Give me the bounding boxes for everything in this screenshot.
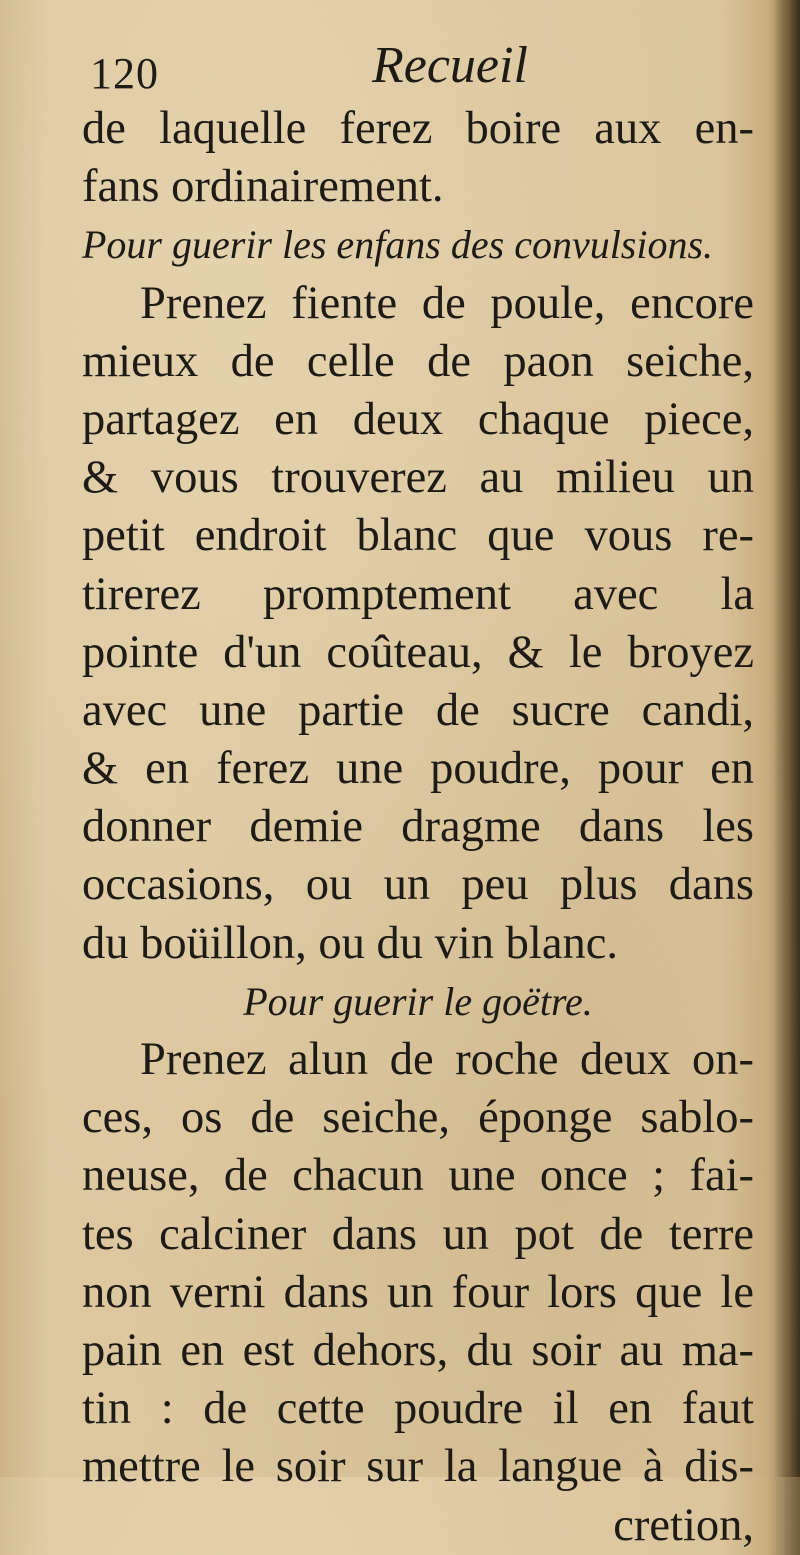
- page-edge-shadow: [774, 0, 800, 1477]
- text-line: Prenez fiente de poule, encore: [140, 277, 754, 329]
- page-header: [82, 36, 682, 106]
- text-line: non verni dans un four lors que le: [82, 1266, 754, 1318]
- page-number: 120: [90, 49, 159, 98]
- text-line: neuse, de chacun une once ; fai-: [82, 1150, 754, 1202]
- text-line: & en ferez une poudre, pour en: [82, 743, 754, 795]
- text-line: avec une partie de sucre candi,: [82, 684, 754, 736]
- text-line: pointe d'un coûteau, & le broyez: [82, 626, 754, 678]
- text-line: tin : de cette poudre il en faut: [82, 1383, 754, 1435]
- text-line: partagez en deux chaque piece,: [82, 393, 754, 445]
- section-heading: Pour guerir le goëtre.: [243, 978, 593, 1024]
- text-line: & vous trouverez au milieu un: [82, 452, 754, 504]
- text-line: occasions, ou un peu plus dans: [82, 859, 754, 911]
- text-line: ces, os de seiche, éponge sablo-: [82, 1092, 754, 1144]
- body-text: [82, 100, 754, 1555]
- text-line: tes calciner dans un pot de terre: [82, 1208, 754, 1260]
- text-line: tirerez promptement avec la: [82, 568, 754, 620]
- text-line: cretion,: [613, 1499, 754, 1551]
- text-line: mettre le soir sur la langue à dis-: [82, 1441, 754, 1493]
- text-line: fans ordinairement.: [82, 161, 444, 213]
- text-line: du boüillon, ou du vin blanc.: [82, 917, 618, 969]
- text-line: petit endroit blanc que vous re-: [82, 510, 754, 562]
- section-heading: Pour guerir les enfans des convulsions.: [82, 222, 714, 268]
- running-title: Recueil: [372, 37, 528, 94]
- text-line: pain en est dehors, du soir au ma-: [82, 1324, 754, 1376]
- text-line: de laquelle ferez boire aux en-: [82, 103, 754, 154]
- text-line: mieux de celle de paon seiche,: [82, 335, 754, 387]
- text-line: Prenez alun de roche deux on-: [140, 1034, 754, 1085]
- text-line: donner demie dragme dans les: [82, 801, 754, 853]
